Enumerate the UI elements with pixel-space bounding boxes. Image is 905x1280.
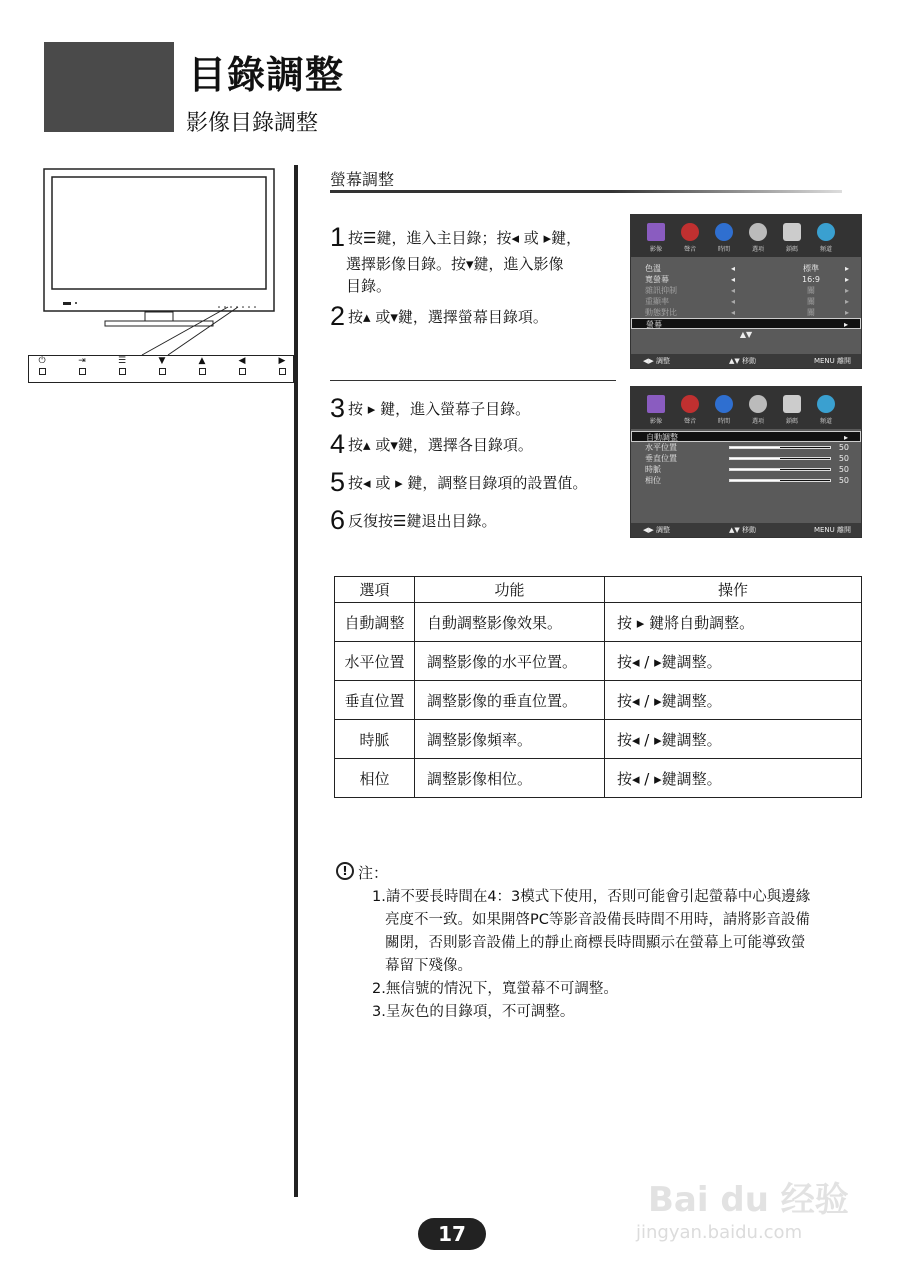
- menu-slider-row: 水平位置 50: [645, 443, 849, 452]
- page-subtitle: 影像目錄調整: [186, 111, 319, 136]
- step-3: 3 按 ▸ 鍵，進入螢幕子目錄。: [330, 393, 531, 423]
- table-header-row: [335, 577, 862, 603]
- menu-row: 雜訊抑制 ◂ 關 ▸: [645, 286, 849, 295]
- step-5: 5 按◂ 或 ▸ 鍵，調整目錄項的設置值。: [330, 467, 588, 497]
- menu-footer: ◀▶ 調整 ▲▼ 移動 MENU 離開: [631, 523, 861, 537]
- step-6: 6 反復按☰鍵退出目錄。: [330, 505, 497, 535]
- table-row: [335, 681, 862, 720]
- table-row: [335, 603, 862, 642]
- table-cell: 時脈: [335, 720, 415, 759]
- table-header: 功能: [415, 577, 605, 603]
- scroll-arrows: ▲▼: [739, 330, 753, 339]
- menu-screenshot-picture: [630, 214, 862, 369]
- left-button[interactable]: ◀: [235, 356, 249, 375]
- table-row: [335, 720, 862, 759]
- tab-option: 選項: [741, 223, 775, 253]
- page-title: 目錄調整: [188, 53, 345, 97]
- note-line: 關閉，否則影音設備上的靜止商標長時間顯示在螢幕上可能導致螢: [385, 935, 806, 951]
- table-cell: 相位: [335, 759, 415, 798]
- menu-row-selected: 螢幕 ▸: [631, 318, 861, 329]
- table-cell: 自動調整影像效果。: [415, 603, 605, 642]
- menu-tab-bar: [631, 387, 861, 429]
- options-table: [334, 576, 862, 798]
- menu-row: 重顯率 ◂ 關 ▸: [645, 297, 849, 306]
- step-4: 4 按▴ 或▾鍵，選擇各目錄項。: [330, 429, 533, 459]
- menu-button[interactable]: ☰: [115, 356, 129, 375]
- note-heading: 注：: [358, 864, 389, 882]
- menu-row: 寬螢幕 ◂ 16:9 ▸: [645, 275, 849, 284]
- table-cell: 調整影像的垂直位置。: [415, 681, 605, 720]
- control-panel: [28, 355, 294, 383]
- table-row: [335, 759, 862, 798]
- menu-screenshot-screen: [630, 386, 862, 538]
- note-line: 3.呈灰色的目錄項，不可調整。: [372, 1004, 575, 1020]
- table-cell: 按 ▸ 鍵將自動調整。: [605, 603, 862, 642]
- step-1: 1 按☰鍵，進入主目錄；按◂ 或 ▸鍵，: [330, 222, 582, 252]
- baidu-watermark: Bai du 经验 jingyan.baidu.com: [636, 1180, 849, 1243]
- table-cell: 垂直位置: [335, 681, 415, 720]
- section-rule: [330, 190, 842, 193]
- vertical-divider: [294, 165, 298, 1197]
- down-button[interactable]: ▼: [155, 356, 169, 375]
- tab-lock: 鎖碼: [775, 395, 809, 425]
- table-cell: 自動調整: [335, 603, 415, 642]
- table-cell: 按◂ / ▸鍵調整。: [605, 681, 862, 720]
- table-cell: 調整影像的水平位置。: [415, 642, 605, 681]
- tab-picture: 影像: [639, 223, 673, 253]
- menu-footer: ◀▶ 調整 ▲▼ 移動 MENU 離開: [631, 354, 861, 368]
- note-line: 1.請不要長時間在4：3模式下使用，否則可能會引起螢幕中心與邊緣: [372, 889, 811, 905]
- menu-slider-row: 時脈 50: [645, 465, 849, 474]
- callout-lines: [140, 305, 250, 357]
- table-header: 選項: [335, 577, 415, 603]
- tab-channel: 頻道: [809, 223, 843, 253]
- mid-rule: [330, 380, 616, 381]
- tab-time: 時間: [707, 395, 741, 425]
- table-cell: 按◂ / ▸鍵調整。: [605, 642, 862, 681]
- tab-picture: 影像: [639, 395, 673, 425]
- table-cell: 水平位置: [335, 642, 415, 681]
- menu-row: 色溫 ◂ 標準 ▸: [645, 264, 849, 273]
- up-button[interactable]: ▲: [195, 356, 209, 375]
- tab-lock: 鎖碼: [775, 223, 809, 253]
- table-row: [335, 642, 862, 681]
- header-block: [44, 42, 174, 132]
- table-cell: 按◂ / ▸鍵調整。: [605, 759, 862, 798]
- table-header: 操作: [605, 577, 862, 603]
- right-button[interactable]: ▶: [275, 356, 289, 375]
- section-title: 螢幕調整: [330, 170, 395, 189]
- warning-icon: !: [336, 862, 354, 880]
- menu-row-selected: 自動調整 ▸: [631, 431, 861, 442]
- table-cell: 調整影像相位。: [415, 759, 605, 798]
- menu-slider-row: 相位 50: [645, 476, 849, 485]
- page-number: 17: [418, 1218, 486, 1250]
- tab-option: 選項: [741, 395, 775, 425]
- table-cell: 調整影像頻率。: [415, 720, 605, 759]
- note-line: 2.無信號的情況下，寬螢幕不可調整。: [372, 981, 618, 997]
- note-line: 亮度不一致。如果開啓PC等影音設備長時間不用時，請將影音設備: [385, 912, 810, 928]
- menu-row: 動態對比 ◂ 關 ▸: [645, 308, 849, 317]
- note-line: 幕留下殘像。: [385, 958, 472, 974]
- menu-tab-bar: [631, 215, 861, 257]
- table-cell: 按◂ / ▸鍵調整。: [605, 720, 862, 759]
- input-button[interactable]: ⇥: [75, 356, 89, 375]
- tab-sound: 聲音: [673, 395, 707, 425]
- tab-sound: 聲音: [673, 223, 707, 253]
- step-1-cont: 選擇影像目錄。按▾鍵，進入影像: [346, 255, 564, 273]
- tab-time: 時間: [707, 223, 741, 253]
- tab-channel: 頻道: [809, 395, 843, 425]
- step-1-cont2: 目錄。: [346, 277, 392, 295]
- step-2: 2 按▴ 或▾鍵，選擇螢幕目錄項。: [330, 301, 548, 331]
- menu-slider-row: 垂直位置 50: [645, 454, 849, 463]
- power-button[interactable]: ⏻: [35, 356, 49, 375]
